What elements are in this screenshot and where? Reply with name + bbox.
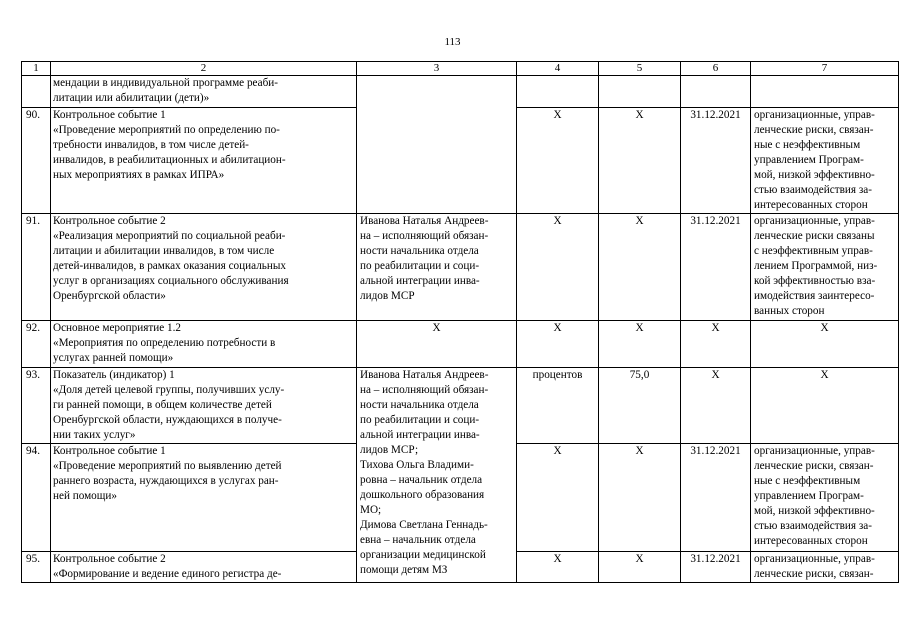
deadline-cell: 31.12.2021 xyxy=(681,108,751,214)
page-number: 113 xyxy=(444,36,461,48)
table-row xyxy=(22,321,899,368)
event-description: Контрольное событие 2 «Реализация мероприятий по социальной реаби- литации и абилитации инвалидов, в том числе детей-инвалидов, в рамках оказания социальных услуг в организациях социального обслуживания Оренбургской области» xyxy=(51,214,357,321)
deadline-cell: 31.12.2021 xyxy=(681,552,751,583)
table-row xyxy=(22,368,899,444)
column-header: 7 xyxy=(751,62,899,76)
plan-table xyxy=(21,61,899,583)
column-number-row xyxy=(22,62,899,76)
row-number: 95. xyxy=(22,552,51,583)
deadline-cell: 31.12.2021 xyxy=(681,214,751,321)
risk-cell: X xyxy=(751,368,899,444)
deadline-cell: X xyxy=(681,368,751,444)
unit-cell: X xyxy=(517,321,599,368)
unit-cell: X xyxy=(517,552,599,583)
column-header: 1 xyxy=(22,62,51,76)
deadline-cell: X xyxy=(681,321,751,368)
column-header: 4 xyxy=(517,62,599,76)
column-header: 6 xyxy=(681,62,751,76)
risk-cell: организационные, управ- ленческие риски связаны с неэффективным управ- лением Программой, низ- кой эффективностью вза- имодействия заинтересо- ванных сторон xyxy=(751,214,899,321)
event-description: Основное мероприятие 1.2 «Мероприятия по определению потребности в услугах ранней помощи» xyxy=(51,321,357,368)
value-cell: X xyxy=(599,444,681,552)
value-cell: X xyxy=(599,214,681,321)
plan-table-sheet xyxy=(21,61,878,630)
responsible-cell: Иванова Наталья Андреев- на – исполняющий обязан- ности начальника отдела по реабилитации и соци- альной интеграции инва- лидов МСР xyxy=(357,214,517,321)
value-cell: X xyxy=(599,552,681,583)
row-number: 92. xyxy=(22,321,51,368)
value-cell: X xyxy=(599,321,681,368)
risk-cell: X xyxy=(751,321,899,368)
column-header: 2 xyxy=(51,62,357,76)
unit-cell: X xyxy=(517,108,599,214)
value-cell: 75,0 xyxy=(599,368,681,444)
risk-cell: организационные, управ- ленческие риски, связан- ные с неэффективным управлением Програм- мой, низкой эффективно- стью взаимодействия за- интересованных сторон xyxy=(751,108,899,214)
event-description: Контрольное событие 2 «Формирование и ведение единого регистра де- xyxy=(51,552,357,583)
event-description: Контрольное событие 1 «Проведение мероприятий по определению по- требности инвалидов, в том числе детей- инвалидов, в реабилитационных и абилитацион- ных мероприятиях в рамках ИПРА» xyxy=(51,108,357,214)
row-number: 93. xyxy=(22,368,51,444)
unit-cell: процентов xyxy=(517,368,599,444)
shared-responsible-cell: Иванова Наталья Андреев- на – исполняющий обязан- ности начальника отдела по реабилитации и соци- альной интеграции инва- лидов МСР; Тихова Ольга Владими- ровна – начальник отдела дошкольного образования МО; Димова Светлана Геннадь- евна – начальник отдела организации медицинской помощи детям МЗ xyxy=(357,368,517,583)
unit-cell: X xyxy=(517,214,599,321)
column-header: 5 xyxy=(599,62,681,76)
risk-cell: организационные, управ- ленческие риски, связан- xyxy=(751,552,899,583)
value-cell: X xyxy=(599,108,681,214)
unit-cell: X xyxy=(517,444,599,552)
risk-cell: организационные, управ- ленческие риски, связан- ные с неэффективным управлением Програм- мой, низкой эффективно- стью взаимодействия за- интересованных сторон xyxy=(751,444,899,552)
continuation-row xyxy=(22,76,899,108)
deadline-cell: 31.12.2021 xyxy=(681,444,751,552)
row-number: 94. xyxy=(22,444,51,552)
table-row xyxy=(22,214,899,321)
indicator-description: Показатель (индикатор) 1 «Доля детей целевой группы, получивших услу- ги ранней помощи, в общем количестве детей Оренбургской области, нуждающихся в получе- нии таких услуг» xyxy=(51,368,357,444)
responsible-cell: X xyxy=(357,321,517,368)
row-number: 90. xyxy=(22,108,51,214)
column-header: 3 xyxy=(357,62,517,76)
continuation-text: мендации в индивидуальной программе реаби- литации или абилитации (дети)» xyxy=(51,76,357,108)
event-description: Контрольное событие 1 «Проведение мероприятий по выявлению детей раннего возраста, нуждающихся в услугах ран- ней помощи» xyxy=(51,444,357,552)
row-number: 91. xyxy=(22,214,51,321)
